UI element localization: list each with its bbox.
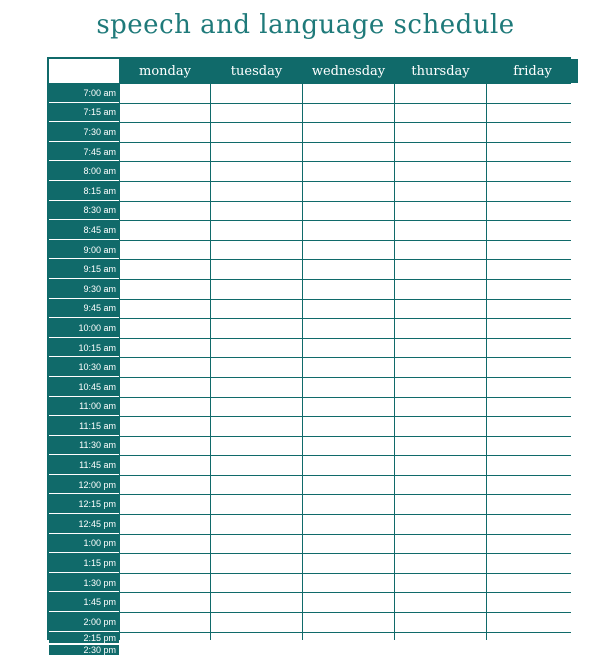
schedule-slot-thursday[interactable] [395, 633, 486, 644]
schedule-slot-tuesday[interactable] [211, 476, 302, 495]
schedule-slot-wednesday[interactable] [303, 280, 394, 299]
schedule-slot-monday[interactable] [120, 182, 210, 201]
time-label: 9:00 am [49, 241, 119, 260]
schedule-slot-friday[interactable] [487, 515, 578, 534]
schedule-slot-wednesday[interactable] [303, 613, 394, 632]
schedule-slot-wednesday[interactable] [303, 645, 394, 656]
schedule-slot-monday[interactable] [120, 437, 210, 456]
schedule-slot-thursday[interactable] [395, 613, 486, 632]
schedule-slot-friday[interactable] [487, 260, 578, 279]
schedule-slot-friday[interactable] [487, 202, 578, 221]
time-label: 1:15 pm [49, 554, 119, 573]
schedule-slot-tuesday[interactable] [211, 182, 302, 201]
schedule-slot-thursday[interactable] [395, 143, 486, 162]
schedule-slot-friday[interactable] [487, 182, 578, 201]
schedule-slot-wednesday[interactable] [303, 358, 394, 377]
schedule-slot-tuesday[interactable] [211, 554, 302, 573]
schedule-slot-monday[interactable] [120, 495, 210, 514]
schedule-slot-monday[interactable] [120, 319, 210, 338]
schedule-slot-friday[interactable] [487, 123, 578, 142]
schedule-slot-wednesday[interactable] [303, 123, 394, 142]
schedule-slot-wednesday[interactable] [303, 495, 394, 514]
schedule-slot-tuesday[interactable] [211, 417, 302, 436]
schedule-slot-tuesday[interactable] [211, 495, 302, 514]
time-label: 1:00 pm [49, 535, 119, 554]
schedule-slot-friday[interactable] [487, 633, 578, 644]
schedule-slot-monday[interactable] [120, 280, 210, 299]
schedule-slot-wednesday[interactable] [303, 535, 394, 554]
schedule-slot-tuesday[interactable] [211, 378, 302, 397]
schedule-slot-wednesday[interactable] [303, 221, 394, 240]
schedule-slot-wednesday[interactable] [303, 104, 394, 123]
schedule-slot-wednesday[interactable] [303, 300, 394, 319]
schedule-slot-tuesday[interactable] [211, 202, 302, 221]
schedule-slot-friday[interactable] [487, 554, 578, 573]
time-label: 11:30 am [49, 437, 119, 456]
schedule-slot-thursday[interactable] [395, 182, 486, 201]
schedule-slot-monday[interactable] [120, 339, 210, 358]
time-label: 9:30 am [49, 280, 119, 299]
schedule-slot-friday[interactable] [487, 456, 578, 475]
schedule-slot-thursday[interactable] [395, 645, 486, 656]
schedule-slot-monday[interactable] [120, 162, 210, 181]
schedule-slot-thursday[interactable] [395, 378, 486, 397]
time-label: 7:15 am [49, 104, 119, 123]
time-label: 12:00 pm [49, 476, 119, 495]
schedule-slot-monday[interactable] [120, 574, 210, 593]
schedule-slot-thursday[interactable] [395, 123, 486, 142]
schedule-slot-monday[interactable] [120, 143, 210, 162]
schedule-slot-friday[interactable] [487, 417, 578, 436]
schedule-slot-friday[interactable] [487, 645, 578, 656]
time-label: 7:30 am [49, 123, 119, 142]
schedule-slot-tuesday[interactable] [211, 339, 302, 358]
schedule-slot-tuesday[interactable] [211, 260, 302, 279]
schedule-slot-tuesday[interactable] [211, 280, 302, 299]
schedule-slot-wednesday[interactable] [303, 574, 394, 593]
schedule-slot-tuesday[interactable] [211, 358, 302, 377]
schedule-slot-monday[interactable] [120, 260, 210, 279]
schedule-slot-monday[interactable] [120, 417, 210, 436]
schedule-slot-thursday[interactable] [395, 495, 486, 514]
schedule-slot-friday[interactable] [487, 574, 578, 593]
schedule-slot-thursday[interactable] [395, 319, 486, 338]
time-label: 2:30 pm [49, 645, 119, 656]
schedule-slot-friday[interactable] [487, 593, 578, 612]
schedule-slot-thursday[interactable] [395, 515, 486, 534]
schedule-slot-tuesday[interactable] [211, 437, 302, 456]
header-corner-cell [49, 59, 119, 83]
schedule-slot-thursday[interactable] [395, 535, 486, 554]
schedule-slot-monday[interactable] [120, 515, 210, 534]
schedule-slot-thursday[interactable] [395, 260, 486, 279]
schedule-slot-friday[interactable] [487, 398, 578, 417]
schedule-slot-wednesday[interactable] [303, 84, 394, 103]
schedule-slot-monday[interactable] [120, 221, 210, 240]
schedule-slot-friday[interactable] [487, 339, 578, 358]
schedule-slot-wednesday[interactable] [303, 378, 394, 397]
schedule-slot-monday[interactable] [120, 378, 210, 397]
schedule-slot-wednesday[interactable] [303, 260, 394, 279]
schedule-slot-friday[interactable] [487, 495, 578, 514]
time-label: 2:00 pm [49, 613, 119, 632]
schedule-slot-monday[interactable] [120, 593, 210, 612]
schedule-slot-tuesday[interactable] [211, 574, 302, 593]
time-label: 2:15 pm [49, 633, 119, 644]
schedule-slot-thursday[interactable] [395, 593, 486, 612]
schedule-slot-monday[interactable] [120, 633, 210, 644]
schedule-slot-monday[interactable] [120, 456, 210, 475]
schedule-slot-thursday[interactable] [395, 554, 486, 573]
schedule-slot-monday[interactable] [120, 613, 210, 632]
schedule-slot-tuesday[interactable] [211, 162, 302, 181]
time-label: 10:00 am [49, 319, 119, 338]
schedule-slot-friday[interactable] [487, 300, 578, 319]
time-label: 11:15 am [49, 417, 119, 436]
schedule-slot-tuesday[interactable] [211, 104, 302, 123]
schedule-slot-thursday[interactable] [395, 84, 486, 103]
schedule-slot-thursday[interactable] [395, 221, 486, 240]
schedule-slot-wednesday[interactable] [303, 476, 394, 495]
time-label: 11:45 am [49, 456, 119, 475]
schedule-slot-wednesday[interactable] [303, 182, 394, 201]
schedule-slot-tuesday[interactable] [211, 398, 302, 417]
schedule-slot-monday[interactable] [120, 202, 210, 221]
schedule-slot-monday[interactable] [120, 554, 210, 573]
day-header-monday: monday [120, 59, 210, 83]
time-label: 8:45 am [49, 221, 119, 240]
schedule-slot-friday[interactable] [487, 241, 578, 260]
schedule-slot-thursday[interactable] [395, 300, 486, 319]
schedule-slot-thursday[interactable] [395, 574, 486, 593]
schedule-slot-thursday[interactable] [395, 476, 486, 495]
schedule-slot-thursday[interactable] [395, 398, 486, 417]
schedule-slot-monday[interactable] [120, 104, 210, 123]
schedule-slot-wednesday[interactable] [303, 241, 394, 260]
schedule-slot-tuesday[interactable] [211, 241, 302, 260]
day-header-friday: friday [487, 59, 578, 83]
schedule-slot-tuesday[interactable] [211, 319, 302, 338]
schedule-slot-wednesday[interactable] [303, 554, 394, 573]
time-label: 7:45 am [49, 143, 119, 162]
schedule-slot-wednesday[interactable] [303, 162, 394, 181]
schedule-slot-tuesday[interactable] [211, 143, 302, 162]
time-label: 8:15 am [49, 182, 119, 201]
day-header-thursday: thursday [395, 59, 486, 83]
schedule-slot-tuesday[interactable] [211, 456, 302, 475]
schedule-slot-friday[interactable] [487, 476, 578, 495]
schedule-slot-thursday[interactable] [395, 162, 486, 181]
time-label: 10:45 am [49, 378, 119, 397]
schedule-slot-thursday[interactable] [395, 280, 486, 299]
schedule-slot-tuesday[interactable] [211, 123, 302, 142]
schedule-slot-wednesday[interactable] [303, 319, 394, 338]
schedule-grid [47, 57, 571, 655]
schedule-slot-wednesday[interactable] [303, 398, 394, 417]
time-label: 10:15 am [49, 339, 119, 358]
schedule-slot-wednesday[interactable] [303, 143, 394, 162]
schedule-slot-thursday[interactable] [395, 241, 486, 260]
schedule-slot-wednesday[interactable] [303, 515, 394, 534]
schedule-slot-tuesday[interactable] [211, 300, 302, 319]
time-label: 9:15 am [49, 260, 119, 279]
schedule-slot-friday[interactable] [487, 613, 578, 632]
schedule-slot-monday[interactable] [120, 398, 210, 417]
schedule-slot-monday[interactable] [120, 84, 210, 103]
schedule-slot-tuesday[interactable] [211, 613, 302, 632]
schedule-slot-friday[interactable] [487, 143, 578, 162]
schedule-slot-thursday[interactable] [395, 339, 486, 358]
schedule-slot-monday[interactable] [120, 241, 210, 260]
schedule-slot-thursday[interactable] [395, 437, 486, 456]
schedule-slot-thursday[interactable] [395, 417, 486, 436]
schedule-slot-tuesday[interactable] [211, 535, 302, 554]
day-header-tuesday: tuesday [211, 59, 302, 83]
schedule-slot-thursday[interactable] [395, 456, 486, 475]
schedule-slot-tuesday[interactable] [211, 221, 302, 240]
schedule-slot-thursday[interactable] [395, 202, 486, 221]
schedule-slot-friday[interactable] [487, 319, 578, 338]
schedule-slot-tuesday[interactable] [211, 515, 302, 534]
day-header-wednesday: wednesday [303, 59, 394, 83]
schedule-slot-wednesday[interactable] [303, 456, 394, 475]
schedule-slot-tuesday[interactable] [211, 645, 302, 656]
schedule-slot-monday[interactable] [120, 645, 210, 656]
time-label: 8:30 am [49, 202, 119, 221]
time-label: 8:00 am [49, 162, 119, 181]
schedule-slot-tuesday[interactable] [211, 633, 302, 644]
schedule-slot-wednesday[interactable] [303, 633, 394, 644]
schedule-slot-wednesday[interactable] [303, 437, 394, 456]
schedule-slot-friday[interactable] [487, 84, 578, 103]
schedule-slot-friday[interactable] [487, 280, 578, 299]
schedule-slot-friday[interactable] [487, 378, 578, 397]
schedule-slot-monday[interactable] [120, 300, 210, 319]
schedule-slot-monday[interactable] [120, 358, 210, 377]
time-label: 12:15 pm [49, 495, 119, 514]
schedule-slot-wednesday[interactable] [303, 339, 394, 358]
time-label: 12:45 pm [49, 515, 119, 534]
schedule-slot-wednesday[interactable] [303, 202, 394, 221]
time-label: 9:45 am [49, 300, 119, 319]
time-label: 10:30 am [49, 358, 119, 377]
schedule-slot-friday[interactable] [487, 221, 578, 240]
schedule-slot-tuesday[interactable] [211, 84, 302, 103]
schedule-slot-friday[interactable] [487, 104, 578, 123]
schedule-slot-thursday[interactable] [395, 358, 486, 377]
schedule-slot-wednesday[interactable] [303, 593, 394, 612]
time-label: 1:30 pm [49, 574, 119, 593]
schedule-slot-monday[interactable] [120, 535, 210, 554]
time-label: 7:00 am [49, 84, 119, 103]
schedule-slot-friday[interactable] [487, 535, 578, 554]
time-label: 1:45 pm [49, 593, 119, 612]
schedule-slot-monday[interactable] [120, 123, 210, 142]
schedule-slot-friday[interactable] [487, 358, 578, 377]
schedule-slot-thursday[interactable] [395, 104, 486, 123]
schedule-slot-friday[interactable] [487, 162, 578, 181]
schedule-slot-monday[interactable] [120, 476, 210, 495]
schedule-slot-wednesday[interactable] [303, 417, 394, 436]
time-label: 11:00 am [49, 398, 119, 417]
schedule-slot-friday[interactable] [487, 437, 578, 456]
schedule-slot-tuesday[interactable] [211, 593, 302, 612]
page-title: speech and language schedule [96, 10, 515, 40]
